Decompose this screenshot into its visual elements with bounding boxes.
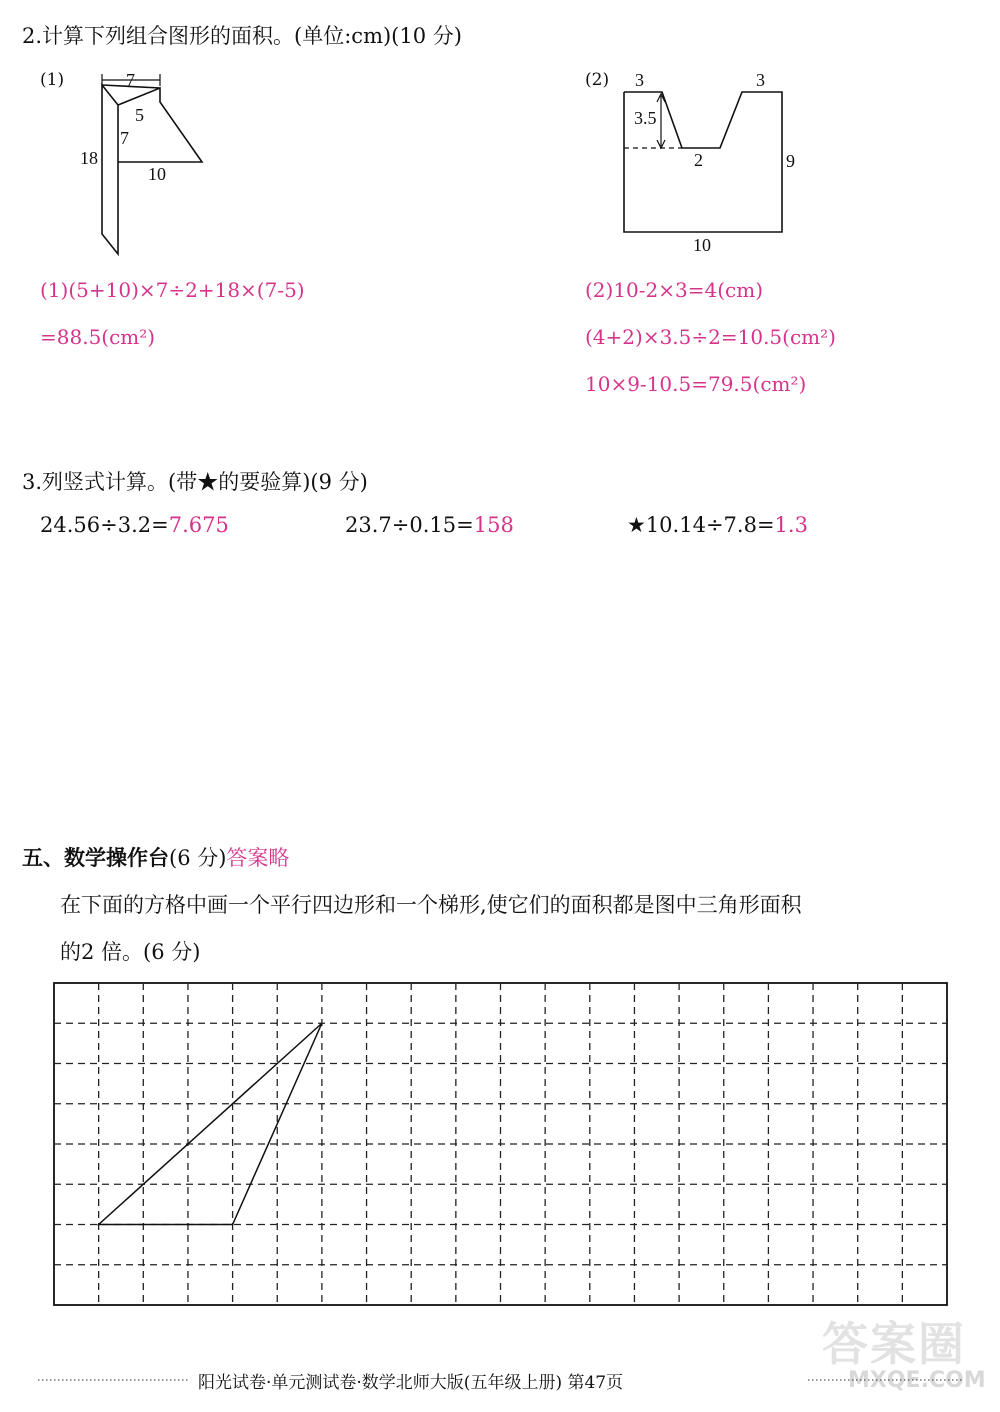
question-2-title: 2.计算下列组合图形的面积。(单位:cm)(10 分) — [22, 24, 462, 48]
fig2-dim-depth: 3.5 — [634, 108, 657, 128]
section-5-text-line-2: 的2 倍。(6 分) — [60, 940, 201, 964]
section-5-score: (6 分) — [169, 846, 227, 870]
division-expr-3: ★10.14÷7.8= — [627, 513, 775, 537]
division-answer-2: 158 — [473, 513, 514, 537]
watermark-logo: 答案圈 — [822, 1317, 966, 1371]
division-answer-1: 7.675 — [168, 513, 229, 537]
fig2-dim-bottom: 10 — [693, 235, 711, 255]
fig1-dim-top: 7 — [126, 70, 135, 90]
answer-2-line-3: 10×9-10.5=79.5(cm²) — [585, 372, 807, 396]
watermark-url: MXQE.COM — [848, 1368, 986, 1393]
figure-1-label: (1) — [40, 70, 65, 90]
fig1-dim-inner-side: 7 — [120, 128, 129, 148]
footer-text: 阳光试卷·单元测试卷·数学北师大版(五年级上册) 第47页 — [198, 1373, 624, 1393]
fig2-dim-top-right: 3 — [756, 70, 765, 90]
figure-2-label: (2) — [585, 70, 610, 90]
fig2-dim-right: 9 — [786, 151, 795, 171]
answer-2-line-1: (2)10-2×3=4(cm) — [585, 278, 763, 302]
fig1-dim-left: 18 — [80, 148, 98, 168]
division-expr-1: 24.56÷3.2= — [40, 513, 169, 537]
fig2-dim-notch-bottom: 2 — [694, 150, 703, 170]
fig1-dim-inner-top: 5 — [135, 105, 144, 125]
fig2-dim-top-left: 3 — [635, 70, 644, 90]
answer-1-line-1: (1)(5+10)×7÷2+18×(7-5) — [40, 278, 305, 302]
answer-1-line-2: =88.5(cm²) — [40, 325, 156, 349]
question-3-title: 3.列竖式计算。(带★的要验算)(9 分) — [22, 470, 368, 494]
answer-2-line-2: (4+2)×3.5÷2=10.5(cm²) — [585, 325, 836, 349]
section-5-title: 五、数学操作台 — [22, 845, 169, 870]
section-5-answer-note: 答案略 — [226, 846, 290, 870]
division-answer-3: 1.3 — [774, 513, 808, 537]
section-5-text-line-1: 在下面的方格中画一个平行四边形和一个梯形,使它们的面积都是图中三角形面积 — [60, 893, 802, 917]
division-expr-2: 23.7÷0.15= — [345, 513, 474, 537]
fig1-dim-bottom: 10 — [148, 164, 166, 184]
